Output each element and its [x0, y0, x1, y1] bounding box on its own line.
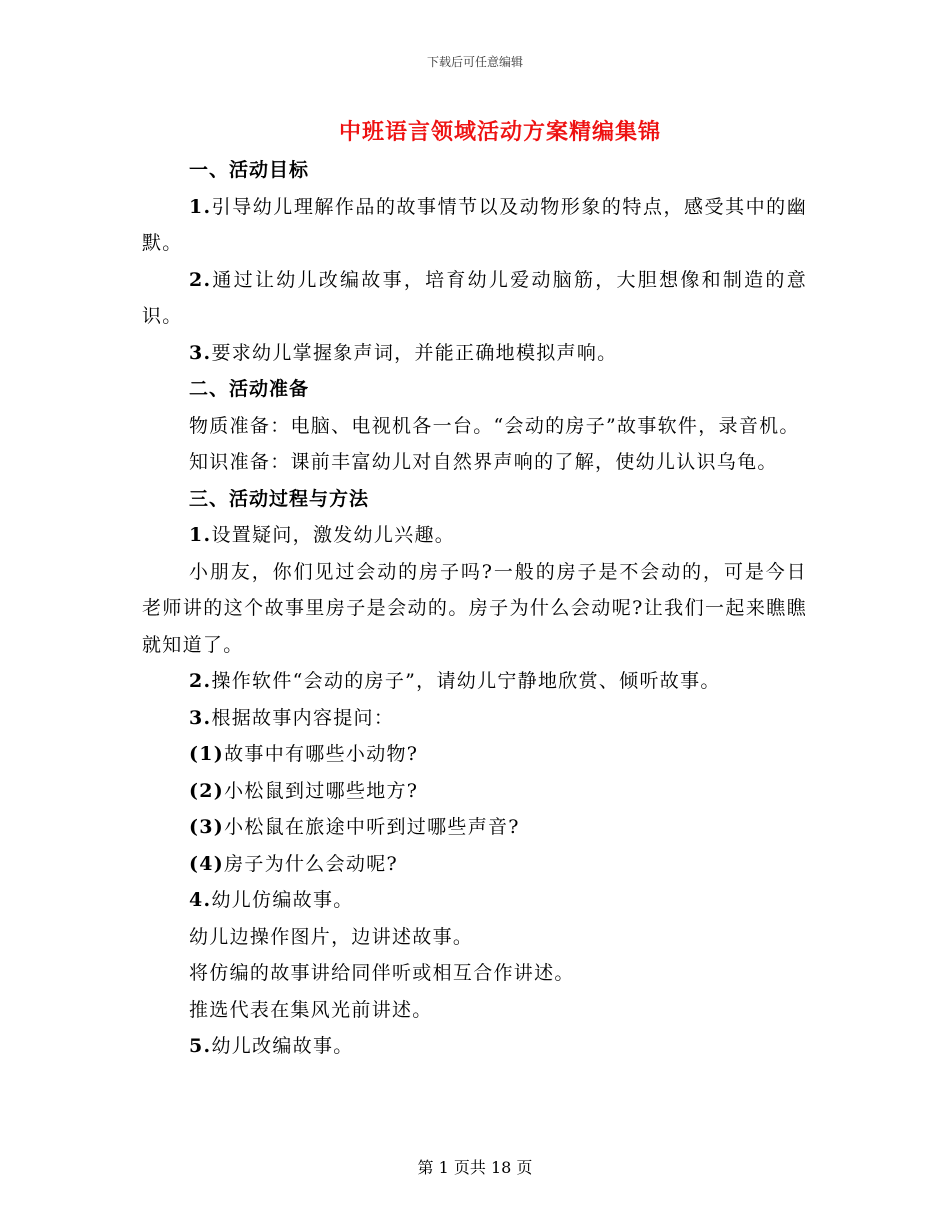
goal-item-2: [142, 262, 807, 335]
question-4-number: (4): [189, 852, 225, 875]
goal-item-1-number: 1.: [189, 195, 212, 218]
goal-item-1-text: 引导幼儿理解作品的故事情节以及动物形象的特点，感受其中的幽默。: [142, 195, 807, 254]
process-step-2: [142, 663, 807, 700]
section-heading-goals: 一、活动目标: [189, 159, 310, 181]
question-2-text: 小松鼠到过哪些地方?: [224, 779, 419, 802]
process-step-4-text: 幼儿仿编故事。: [211, 889, 354, 911]
material-preparation: 物质准备：电脑、电视机各一台。“会动的房子”故事软件，录音机。: [189, 414, 800, 437]
process-step-5-number: 5.: [189, 1035, 212, 1057]
process-step-1-detail: 小朋友，你们见过会动的房子吗?一般的房子是不会动的，可是今日老师讲的这个故事里房子是会动的。房子为什么会动呢?让我们一起来瞧瞧就知道了。: [142, 560, 807, 656]
question-3: [142, 809, 807, 846]
goal-item-2-number: 2.: [189, 268, 212, 291]
question-4: [142, 846, 807, 883]
question-1-text: 故事中有哪些小动物?: [224, 743, 419, 765]
goal-item-1: [142, 189, 807, 262]
process-step-1-text: 设置疑问，激发幼儿兴趣。: [211, 524, 456, 546]
process-step-5: [142, 1028, 807, 1065]
document-body: [142, 152, 807, 1065]
question-2-number: (2): [189, 779, 225, 802]
section-heading-process: 三、活动过程与方法: [189, 487, 370, 510]
page-number: 第 1 页共 18 页: [417, 1158, 533, 1177]
knowledge-preparation: 知识准备：课前丰富幼儿对自然界声响的了解，使幼儿认识乌龟。: [189, 451, 778, 473]
process-step-2-text: 操作软件“会动的房子”，请幼儿宁静地欣赏、倾听故事。: [211, 670, 721, 692]
process-step-3-number: 3.: [189, 706, 212, 729]
process-step-4-line-3: 推选代表在集风光前讲述。: [189, 998, 433, 1021]
process-step-4-number: 4.: [189, 889, 212, 911]
question-3-number: (3): [189, 816, 225, 838]
process-step-5-text: 幼儿改编故事。: [211, 1035, 354, 1057]
process-step-4-line-2: 将仿编的故事讲给同伴听或相互合作讲述。: [189, 962, 575, 984]
section-heading-preparation: 二、活动准备: [189, 378, 310, 400]
question-1: [142, 736, 807, 773]
process-step-1-number: 1.: [189, 524, 212, 546]
goal-item-3: [142, 335, 807, 372]
document-title: 中班语言领域活动方案精编集锦: [338, 119, 661, 145]
process-step-3-text: 根据故事内容提问：: [211, 706, 395, 729]
question-4-text: 房子为什么会动呢?: [224, 852, 398, 875]
process-step-4-line-1: 幼儿边操作图片，边讲述故事。: [189, 925, 474, 948]
header-note: 下载后可任意编辑: [426, 55, 523, 69]
question-2: [142, 773, 807, 810]
question-1-number: (1): [189, 743, 225, 765]
process-step-3: [142, 700, 807, 737]
question-3-text: 小松鼠在旅途中听到过哪些声音?: [224, 816, 520, 838]
process-step-1: [142, 517, 807, 554]
goal-item-3-text: 要求幼儿掌握象声词，并能正确地模拟声响。: [211, 341, 618, 364]
process-step-2-number: 2.: [189, 670, 212, 692]
goal-item-3-number: 3.: [189, 341, 212, 364]
process-step-4: [142, 882, 807, 919]
goal-item-2-text: 通过让幼儿改编故事，培育幼儿爱动脑筋，大胆想像和制造的意识。: [142, 268, 807, 327]
